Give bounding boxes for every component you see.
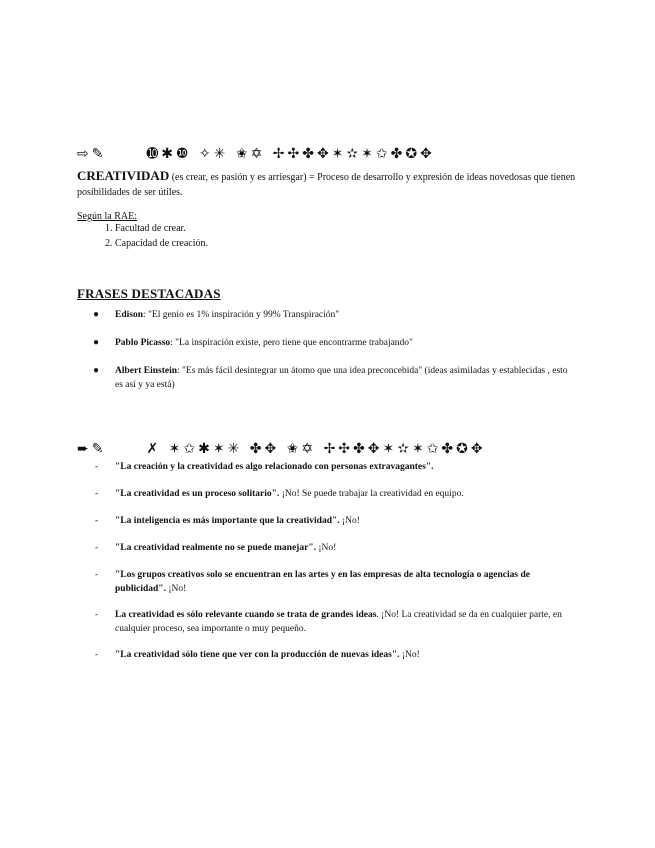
myth-bold: La creatividad es sólo relevante cuando se trata de grandes ideas	[115, 610, 377, 620]
dash-marker: -	[95, 570, 99, 580]
phrases-heading: FRASES DESTACADAS	[77, 286, 221, 301]
arrow-symbol: ⇨	[77, 146, 92, 162]
myth-bold: "La inteligencia es más importante que la creatividad".	[115, 516, 340, 526]
dash-marker: -	[95, 543, 99, 553]
heading-wingdings-2	[77, 441, 486, 457]
heading-wingdings-1	[77, 146, 435, 162]
pointer-pencil-icon: ➨✎	[77, 441, 107, 457]
dash-marker: -	[95, 462, 99, 472]
quote-author: Edison	[115, 310, 143, 320]
dash-marker: -	[95, 650, 99, 660]
quote-text: : "Es más fácil desintegrar un átomo que una idea preconcebida" (ideas asimiladas y establecidas , esto es así y ya está)	[115, 366, 568, 390]
bullet-icon: ●	[93, 365, 100, 376]
list-item: 2. Capacidad de creación.	[115, 236, 208, 251]
pencil-icon: ✎	[91, 146, 107, 162]
myth-rest: ¡No!	[399, 650, 420, 660]
myth-rest: ¡No!	[339, 516, 360, 526]
rae-label: Según la RAE:	[77, 211, 137, 222]
myth-rest: ¡No! Se puede trabajar la creatividad en equipo.	[279, 489, 464, 499]
dash-marker: -	[95, 489, 99, 499]
myth-rest: ¡No!	[165, 584, 187, 594]
quote-text: : "El genio es 1% inspiración y 99% Transpiración"	[143, 310, 340, 320]
wingdings-title: ✗ ✶✩✱✶✳ ✤✥ ✬✡ ✢✣✤✥✶✫✶✩✤✪✥	[146, 441, 486, 457]
definition-text: (es crear, es pasión y es arriesgar) = Proceso de desarrollo y expresión de ideas novedosas que tienen posibilidades de ser útiles.	[77, 172, 576, 198]
myth-bold: "La creatividad sólo tiene que ver con la producción de nuevas ideas".	[115, 650, 400, 660]
myth-bold: "La creación y la creatividad es algo relacionado con personas extravagantes".	[115, 462, 434, 472]
list-item: 1. Facultad de crear.	[115, 221, 208, 236]
myth-bold: "Los grupos creativos solo se encuentran en las artes y en las empresas de alta tecnología o agencias de publicidad".	[115, 570, 530, 594]
rae-list	[77, 221, 208, 251]
wingdings-title: ➓✱❿ ✧✳ ✬✡ ✢✣✤✥✶✫✶✩✤✪✥	[146, 146, 435, 162]
bullet-icon: ●	[93, 309, 100, 320]
dash-marker: -	[95, 610, 99, 620]
myth-rest: ¡No!	[315, 543, 337, 553]
quote-author: Albert Einstein	[115, 366, 178, 376]
myth-bold: "La creatividad es un proceso solitario".	[115, 489, 280, 499]
myth-bold: "La creatividad realmente no se puede manejar".	[115, 543, 316, 553]
quote-text: : "La inspiración existe, pero tiene que encontrarme trabajando"	[170, 338, 413, 348]
dash-marker: -	[95, 516, 99, 526]
bullet-icon: ●	[93, 337, 100, 348]
quote-author: Pablo Picasso	[115, 338, 171, 348]
creativity-definition	[77, 168, 577, 200]
definition-term: CREATIVIDAD	[77, 168, 170, 183]
myth-rest: . ¡No! La creatividad se da en cualquier parte, en cualquier proceso, sea importante o muy pequeño.	[115, 610, 562, 634]
